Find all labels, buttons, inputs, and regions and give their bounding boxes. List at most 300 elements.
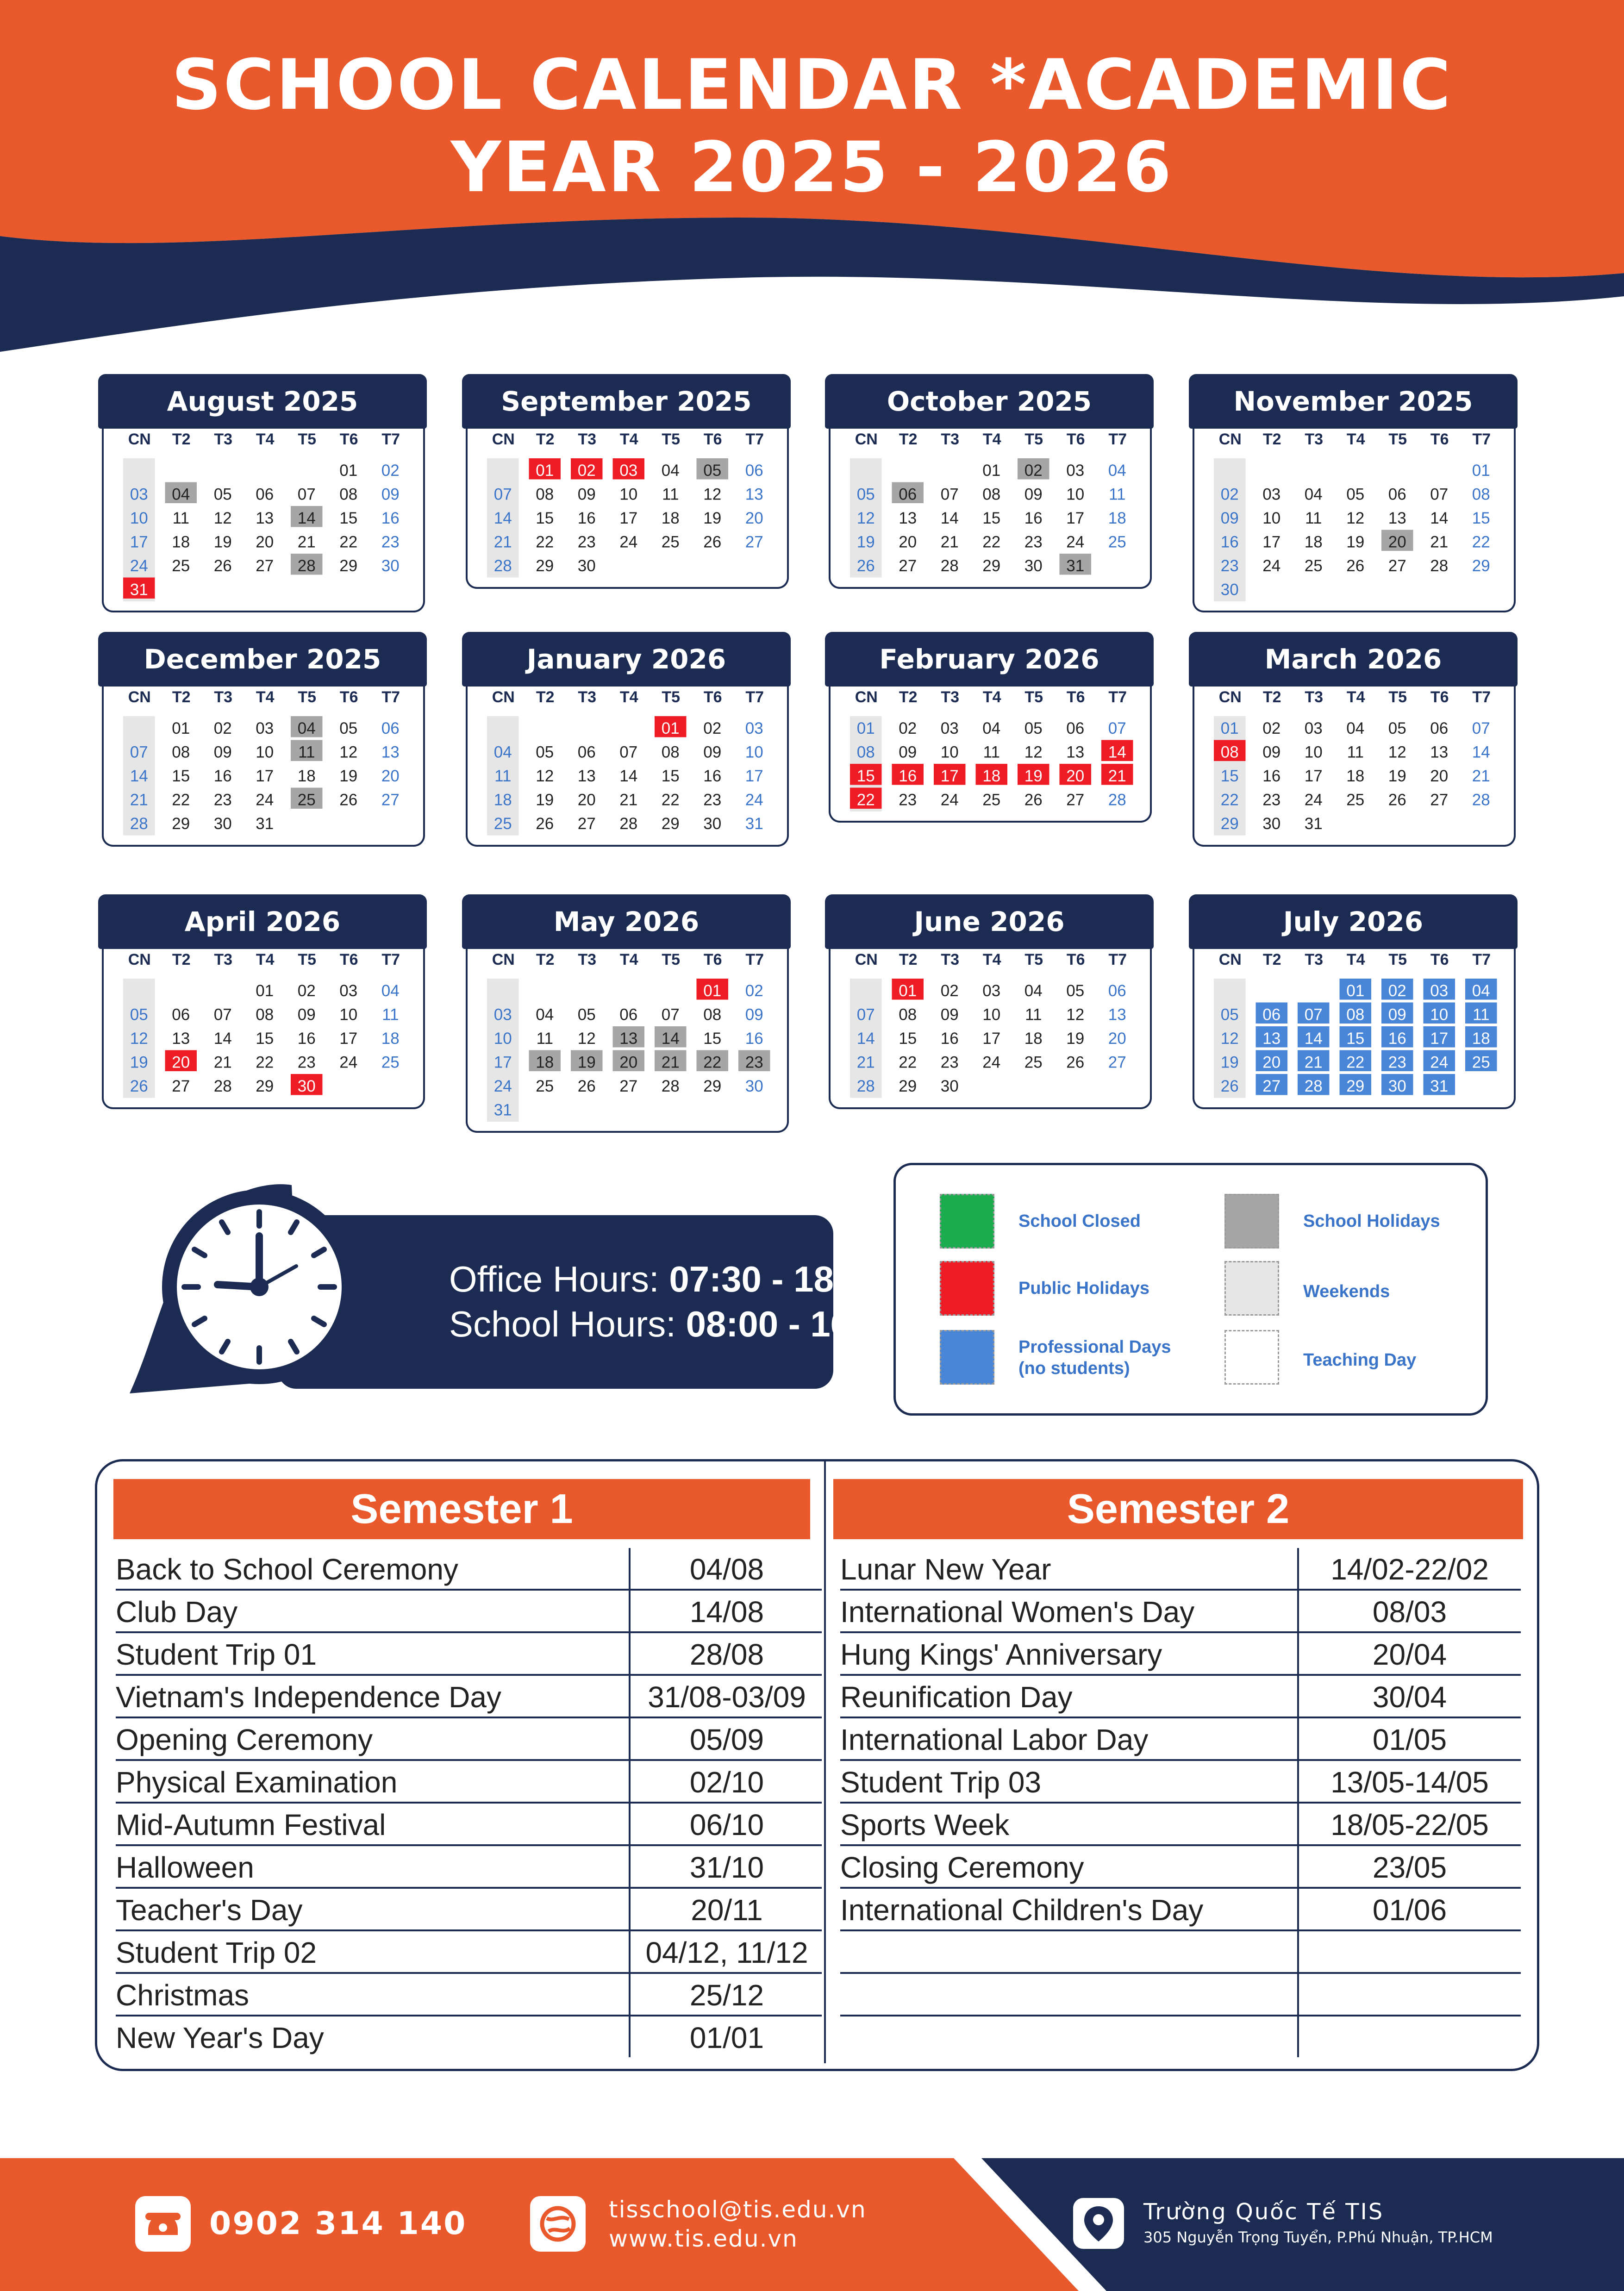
weekday-header: T2 xyxy=(536,688,555,706)
event-name: Lunar New Year xyxy=(840,1553,1051,1586)
day-number: 22 xyxy=(1472,533,1490,551)
day-number: 08 xyxy=(339,485,358,504)
day-number: 16 xyxy=(703,767,722,785)
weekday-header: CN xyxy=(492,951,515,968)
day-number: 30 xyxy=(213,815,232,833)
day-number: 28 xyxy=(213,1077,232,1095)
day-number: 03 xyxy=(493,1005,512,1024)
legend-label-school-closed: School Closed xyxy=(1018,1211,1141,1231)
month-title: July 2026 xyxy=(1189,894,1518,949)
day-number: 01 xyxy=(1346,982,1365,1000)
office-hours xyxy=(449,1257,886,1301)
weekday-header: CN xyxy=(492,431,515,448)
weekday-header: CN xyxy=(855,688,878,706)
weekday-header: T7 xyxy=(1472,951,1491,968)
day-number: 17 xyxy=(982,1030,1001,1048)
day-number: 31 xyxy=(493,1101,512,1119)
day-number: 06 xyxy=(577,743,596,762)
day-number: 26 xyxy=(856,557,875,575)
day-number: 29 xyxy=(1346,1077,1365,1095)
weekday-header: CN xyxy=(855,431,878,448)
day-number: 01 xyxy=(982,462,1001,480)
weekday-header: T4 xyxy=(1346,431,1365,448)
weekday-header: T2 xyxy=(899,688,918,706)
month-days xyxy=(829,676,1152,823)
day-number: 21 xyxy=(213,1053,232,1072)
weekday-header: T3 xyxy=(941,688,960,706)
event-name: Hung Kings' Anniversary xyxy=(840,1638,1162,1671)
day-number: 06 xyxy=(745,462,763,480)
day-number: 02 xyxy=(703,719,722,737)
day-number: 14 xyxy=(856,1030,875,1048)
table-row xyxy=(840,1931,1521,1974)
day-number: 12 xyxy=(1388,743,1406,762)
event-date: 28/08 xyxy=(689,1638,764,1671)
day-number: 14 xyxy=(213,1030,232,1048)
table-row xyxy=(840,1718,1521,1761)
footer-phone[interactable]: 0902 314 140 xyxy=(209,2205,467,2242)
title-line-2: YEAR 2025 - 2026 xyxy=(450,127,1174,208)
day-number: 01 xyxy=(1472,462,1490,480)
day-number: 19 xyxy=(1220,1053,1239,1072)
day-number: 08 xyxy=(1220,743,1239,762)
weekday-header: T6 xyxy=(339,431,358,448)
day-number: 13 xyxy=(899,509,917,527)
weekday-header: T6 xyxy=(339,688,358,706)
table-row xyxy=(116,1548,822,1591)
day-number: 18 xyxy=(661,509,680,527)
day-number: 25 xyxy=(982,791,1001,809)
weekday-header: T2 xyxy=(899,431,918,448)
day-number: 25 xyxy=(536,1077,554,1095)
day-number: 25 xyxy=(297,791,316,809)
day-number: 08 xyxy=(172,743,190,762)
day-number: 13 xyxy=(745,485,763,504)
day-number: 09 xyxy=(1388,1005,1406,1024)
weekday-header: T2 xyxy=(1262,951,1281,968)
day-number: 22 xyxy=(536,533,554,551)
office-hours-label: Office Hours: xyxy=(449,1259,659,1299)
event-name: Halloween xyxy=(116,1851,254,1884)
day-number: 19 xyxy=(213,533,232,551)
event-name: Back to School Ceremony xyxy=(116,1553,458,1586)
table-row xyxy=(116,1718,822,1761)
day-number: 28 xyxy=(661,1077,680,1095)
legend-swatch-professional-days xyxy=(940,1330,994,1385)
day-number: 05 xyxy=(1024,719,1043,737)
day-number: 29 xyxy=(703,1077,722,1095)
day-number: 03 xyxy=(940,719,959,737)
day-number: 13 xyxy=(1388,509,1406,527)
day-number: 19 xyxy=(1066,1030,1085,1048)
title-line-1: SCHOOL CALENDAR *ACADEMIC xyxy=(171,45,1453,125)
day-number: 20 xyxy=(172,1053,190,1072)
day-number: 30 xyxy=(1388,1077,1406,1095)
day-number: 15 xyxy=(1472,509,1490,527)
day-number: 02 xyxy=(1262,719,1281,737)
event-date: 14/08 xyxy=(689,1595,764,1629)
day-number: 26 xyxy=(130,1077,148,1095)
legend-swatch-school-closed xyxy=(940,1194,994,1249)
day-number: 30 xyxy=(1024,557,1043,575)
day-number: 05 xyxy=(703,462,722,480)
day-number: 20 xyxy=(745,509,763,527)
day-number: 26 xyxy=(213,557,232,575)
weekday-header: CN xyxy=(1218,951,1242,968)
weekday-header: T6 xyxy=(1430,431,1449,448)
day-number: 18 xyxy=(536,1053,554,1072)
month-day-grid xyxy=(1194,676,1514,845)
event-date: 02/10 xyxy=(689,1766,764,1799)
day-number: 05 xyxy=(1346,485,1365,504)
day-number: 08 xyxy=(1346,1005,1365,1024)
weekday-header: T5 xyxy=(1024,431,1043,448)
day-number: 18 xyxy=(381,1030,400,1048)
day-number: 23 xyxy=(1024,533,1043,551)
day-number: 31 xyxy=(1066,557,1085,575)
day-number: 18 xyxy=(1346,767,1365,785)
table-row xyxy=(116,1889,822,1931)
day-number: 27 xyxy=(381,791,400,809)
day-number: 19 xyxy=(856,533,875,551)
day-number: 28 xyxy=(1304,1077,1323,1095)
weekday-header: T4 xyxy=(1346,688,1365,706)
day-number: 23 xyxy=(1220,557,1239,575)
day-number: 09 xyxy=(1220,509,1239,527)
day-number: 13 xyxy=(1066,743,1085,762)
month-title: October 2025 xyxy=(825,374,1154,429)
event-date: 31/08-03/09 xyxy=(648,1680,806,1714)
day-number: 04 xyxy=(1108,462,1126,480)
day-number: 06 xyxy=(1430,719,1449,737)
day-number: 15 xyxy=(703,1030,722,1048)
weekday-header: CN xyxy=(855,951,878,968)
day-number: 21 xyxy=(493,533,512,551)
day-number: 03 xyxy=(339,982,358,1000)
office-hours-value: 07:30 - 18:00 xyxy=(669,1259,886,1299)
weekday-header: T4 xyxy=(619,431,638,448)
weekday-header: T5 xyxy=(662,688,681,706)
weekday-header: T6 xyxy=(1066,688,1085,706)
day-number: 04 xyxy=(1472,982,1490,1000)
table-row xyxy=(840,1804,1521,1846)
day-number: 10 xyxy=(493,1030,512,1048)
day-number: 27 xyxy=(1430,791,1449,809)
event-name: Closing Ceremony xyxy=(840,1851,1084,1884)
day-number: 06 xyxy=(1388,485,1406,504)
month-day-grid xyxy=(468,676,787,845)
day-number: 03 xyxy=(1430,982,1449,1000)
day-number: 20 xyxy=(1108,1030,1126,1048)
day-number: 17 xyxy=(130,533,148,551)
weekday-header: T6 xyxy=(339,951,358,968)
day-number: 10 xyxy=(940,743,959,762)
day-number: 07 xyxy=(493,485,512,504)
table-row xyxy=(840,1761,1521,1804)
table-row xyxy=(116,1591,822,1633)
table-row xyxy=(116,1846,822,1889)
day-number: 20 xyxy=(899,533,917,551)
month-days xyxy=(102,939,425,1109)
day-number: 07 xyxy=(1430,485,1449,504)
weekday-header: T4 xyxy=(982,431,1001,448)
day-number: 16 xyxy=(1220,533,1239,551)
event-date: 04/08 xyxy=(689,1553,764,1586)
day-number: 06 xyxy=(899,485,917,504)
weekday-header: T4 xyxy=(982,688,1001,706)
day-number: 26 xyxy=(1066,1053,1085,1072)
table-row xyxy=(116,1931,822,1974)
day-number: 14 xyxy=(297,509,316,527)
day-number: 11 xyxy=(298,743,315,762)
event-date: 01/01 xyxy=(689,2021,764,2054)
weekday-header: T5 xyxy=(1024,951,1043,968)
day-number: 02 xyxy=(381,462,400,480)
footer-website[interactable]: www.tis.edu.vn xyxy=(609,2225,798,2252)
day-number: 28 xyxy=(493,557,512,575)
day-number: 19 xyxy=(1346,533,1365,551)
day-number: 15 xyxy=(339,509,358,527)
event-date: 13/05-14/05 xyxy=(1330,1766,1489,1799)
day-number: 23 xyxy=(1262,791,1281,809)
day-number: 06 xyxy=(619,1005,638,1024)
day-number: 17 xyxy=(1430,1030,1449,1048)
day-number: 29 xyxy=(982,557,1001,575)
day-number: 27 xyxy=(172,1077,190,1095)
day-number: 16 xyxy=(381,509,400,527)
day-number: 08 xyxy=(899,1005,917,1024)
month-day-grid xyxy=(1194,418,1514,611)
day-number: 11 xyxy=(662,485,679,504)
day-number: 09 xyxy=(745,1005,763,1024)
day-number: 23 xyxy=(297,1053,316,1072)
day-number: 24 xyxy=(130,557,148,575)
weekday-header: T2 xyxy=(1262,688,1281,706)
day-number: 26 xyxy=(577,1077,596,1095)
day-number: 04 xyxy=(493,743,512,762)
day-number: 28 xyxy=(619,815,638,833)
day-number: 18 xyxy=(1108,509,1126,527)
day-number: 19 xyxy=(577,1053,596,1072)
day-number: 24 xyxy=(1430,1053,1449,1072)
day-number: 26 xyxy=(339,791,358,809)
day-number: 13 xyxy=(619,1030,638,1048)
day-number: 10 xyxy=(130,509,148,527)
day-number: 12 xyxy=(1346,509,1365,527)
semester-1-header: Semester 1 xyxy=(113,1479,810,1539)
footer-email[interactable]: tisschool@tis.edu.vn xyxy=(609,2196,867,2223)
day-number: 18 xyxy=(982,767,1001,785)
day-number: 20 xyxy=(577,791,596,809)
event-date: 20/04 xyxy=(1372,1638,1447,1671)
day-number: 20 xyxy=(256,533,274,551)
day-number: 10 xyxy=(619,485,638,504)
day-number: 23 xyxy=(940,1053,959,1072)
day-number: 13 xyxy=(381,743,400,762)
day-number: 21 xyxy=(856,1053,875,1072)
clock-icon xyxy=(125,1176,366,1398)
day-number: 19 xyxy=(536,791,554,809)
day-number: 02 xyxy=(1220,485,1239,504)
weekday-header: T7 xyxy=(1472,431,1491,448)
day-number: 04 xyxy=(381,982,400,1000)
weekday-header: T5 xyxy=(662,951,681,968)
weekday-header: T5 xyxy=(1388,951,1407,968)
day-number: 29 xyxy=(1220,815,1239,833)
weekday-header: T7 xyxy=(745,431,764,448)
month-days xyxy=(1193,676,1516,847)
day-number: 16 xyxy=(940,1030,959,1048)
day-number: 11 xyxy=(1347,743,1364,762)
day-number: 18 xyxy=(172,533,190,551)
day-number: 08 xyxy=(982,485,1001,504)
day-number: 24 xyxy=(1304,791,1323,809)
day-number: 30 xyxy=(1262,815,1281,833)
day-number: 26 xyxy=(1220,1077,1239,1095)
weekday-header: CN xyxy=(492,688,515,706)
day-number: 14 xyxy=(1472,743,1490,762)
weekday-header: T5 xyxy=(1024,688,1043,706)
day-number: 31 xyxy=(745,815,763,833)
weekday-header: T6 xyxy=(703,951,722,968)
day-number: 24 xyxy=(1262,557,1281,575)
hours-panel xyxy=(125,1176,903,1398)
day-number: 10 xyxy=(982,1005,1001,1024)
day-number: 24 xyxy=(619,533,638,551)
day-number: 02 xyxy=(1388,982,1406,1000)
day-number: 17 xyxy=(1304,767,1323,785)
day-number: 09 xyxy=(381,485,400,504)
event-date: 30/04 xyxy=(1372,1680,1447,1714)
day-number: 27 xyxy=(899,557,917,575)
day-number: 08 xyxy=(661,743,680,762)
event-date: 20/11 xyxy=(691,1893,763,1927)
table-row xyxy=(116,2016,822,2059)
day-number: 17 xyxy=(745,767,763,785)
month-title: August 2025 xyxy=(98,374,427,429)
day-number: 20 xyxy=(1430,767,1449,785)
weekday-header: T3 xyxy=(214,431,233,448)
day-number: 15 xyxy=(982,509,1001,527)
day-number: 18 xyxy=(1472,1030,1490,1048)
day-number: 16 xyxy=(899,767,917,785)
weekday-header: T5 xyxy=(662,431,681,448)
day-number: 02 xyxy=(577,462,596,480)
sunday-column-band xyxy=(1214,458,1246,601)
day-number: 22 xyxy=(856,791,875,809)
day-number: 07 xyxy=(1108,719,1126,737)
day-number: 08 xyxy=(1472,485,1490,504)
day-number: 30 xyxy=(745,1077,763,1095)
day-number: 27 xyxy=(577,815,596,833)
day-number: 22 xyxy=(339,533,358,551)
event-date: 14/02-22/02 xyxy=(1330,1553,1489,1586)
event-date: 23/05 xyxy=(1372,1851,1447,1884)
month-days xyxy=(1193,418,1516,612)
day-number: 04 xyxy=(982,719,1001,737)
day-number: 21 xyxy=(1304,1053,1323,1072)
day-number: 30 xyxy=(577,557,596,575)
weekday-header: T6 xyxy=(703,431,722,448)
day-number: 23 xyxy=(745,1053,763,1072)
day-number: 02 xyxy=(297,982,316,1000)
legend-swatch-weekends xyxy=(1224,1261,1279,1316)
event-date: 04/12, 11/12 xyxy=(645,1936,808,1969)
event-date: 05/09 xyxy=(689,1723,764,1756)
day-number: 15 xyxy=(1346,1030,1365,1048)
month-days xyxy=(466,676,789,847)
day-number: 20 xyxy=(619,1053,638,1072)
event-name: Student Trip 03 xyxy=(840,1766,1042,1799)
semester-2-header: Semester 2 xyxy=(833,1479,1523,1539)
day-number: 03 xyxy=(1262,485,1281,504)
day-number: 06 xyxy=(381,719,400,737)
day-number: 29 xyxy=(899,1077,917,1095)
day-number: 04 xyxy=(536,1005,554,1024)
day-number: 25 xyxy=(172,557,190,575)
day-number: 13 xyxy=(577,767,596,785)
weekday-header: T3 xyxy=(1305,951,1324,968)
month-days xyxy=(1193,939,1516,1109)
day-number: 28 xyxy=(1108,791,1126,809)
month-days xyxy=(102,676,425,847)
table-row xyxy=(840,1676,1521,1718)
day-number: 18 xyxy=(297,767,316,785)
day-number: 03 xyxy=(1304,719,1323,737)
day-number: 12 xyxy=(1220,1030,1239,1048)
day-number: 10 xyxy=(256,743,274,762)
day-number: 21 xyxy=(619,791,638,809)
day-number: 15 xyxy=(256,1030,274,1048)
month-title: December 2025 xyxy=(98,632,427,687)
day-number: 25 xyxy=(1108,533,1126,551)
legend-label-professional-days: Professional Days (no students) xyxy=(1018,1337,1171,1378)
day-number: 22 xyxy=(661,791,680,809)
day-number: 21 xyxy=(130,791,148,809)
day-number: 22 xyxy=(256,1053,274,1072)
day-number: 07 xyxy=(940,485,959,504)
day-number: 01 xyxy=(256,982,274,1000)
weekday-header: T2 xyxy=(172,431,191,448)
day-number: 25 xyxy=(493,815,512,833)
day-number: 10 xyxy=(1430,1005,1449,1024)
day-number: 26 xyxy=(1388,791,1406,809)
day-number: 05 xyxy=(130,1005,148,1024)
day-number: 16 xyxy=(745,1030,763,1048)
weekday-header: T6 xyxy=(1066,431,1085,448)
day-number: 30 xyxy=(381,557,400,575)
day-number: 06 xyxy=(172,1005,190,1024)
day-number: 27 xyxy=(1066,791,1085,809)
weekday-header: T4 xyxy=(1346,951,1365,968)
table-row xyxy=(116,1761,822,1804)
event-name: Reunification Day xyxy=(840,1680,1073,1714)
day-number: 07 xyxy=(213,1005,232,1024)
day-number: 06 xyxy=(1262,1005,1281,1024)
day-number: 11 xyxy=(983,743,1000,762)
header-banner xyxy=(0,0,1624,361)
day-number: 05 xyxy=(213,485,232,504)
day-number: 19 xyxy=(1388,767,1406,785)
event-name: Student Trip 01 xyxy=(116,1638,317,1671)
table-row xyxy=(840,1591,1521,1633)
day-number: 14 xyxy=(1304,1030,1323,1048)
day-number: 23 xyxy=(899,791,917,809)
day-number: 11 xyxy=(494,767,512,785)
weekday-header: T3 xyxy=(578,688,597,706)
day-number: 05 xyxy=(339,719,358,737)
footer-school-name: Trường Quốc Tế TIS xyxy=(1143,2199,1384,2225)
